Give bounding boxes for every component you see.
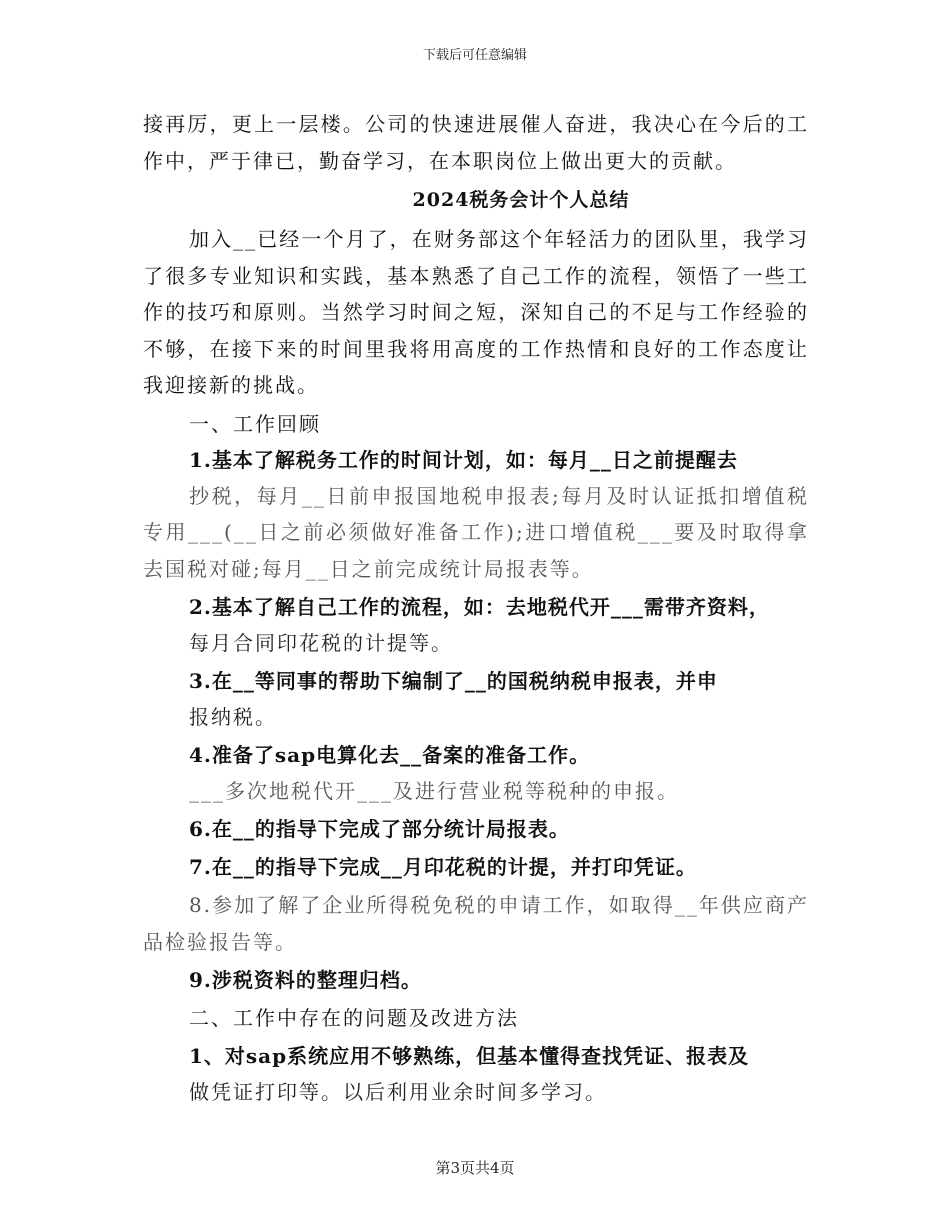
item-2-heading: 2.基本了解自己工作的流程，如：去地税代开___需带齐资料， (189, 595, 770, 619)
page-footer: 第3页共4页 (435, 1159, 515, 1177)
item-5-body: ___多次地税代开___及进行营业税等税种的申报。 (189, 779, 679, 803)
document-title: 2024税务会计个人总结 (412, 189, 630, 211)
item-1-body: 抄税，每月__日前申报国地税申报表;每月及时认证抵扣增值税专用___(__日之前必须做好准备工作);进口增值税___要及时取得拿去国税对碰;每月__日之前完成统计局报表等。 (143, 483, 809, 581)
item-8-paragraph: 8.参加了解了企业所得税免税的申请工作，如取得__年供应商产品检验报告等。 (143, 893, 809, 954)
item-3-body: 报纳税。 (189, 705, 277, 729)
intro-paragraph: 加入__已经一个月了，在财务部这个年轻活力的团队里，我学习了很多专业知识和实践，基本熟悉了自己工作的流程，领悟了一些工作的技巧和原则。当然学习时间之短，深知自己的不足与工作经验的不够，在接下来的时间里我将用高度的工作热情和良好的工作态度让我迎接新的挑战。 (143, 227, 809, 397)
section2-item-1-body: 做凭证打印等。以后利用业余时间多学习。 (189, 1080, 607, 1104)
page-header: 下载后可任意编辑 (422, 48, 527, 63)
section-heading-problems: 二、工作中存在的问题及改进方法 (189, 1006, 519, 1030)
item-9-heading: 9.涉税资料的整理归档。 (189, 968, 422, 992)
section-heading-review: 一、工作回顾 (189, 411, 321, 436)
item-7-heading: 7.在__的指导下完成__月印花税的计提，并打印凭证。 (189, 855, 697, 879)
item-4-heading: 4.准备了sap电算化去__备案的准备工作。 (189, 743, 591, 767)
item-3-heading: 3.在__等同事的帮助下编制了__的国税纳税申报表，并申 (189, 669, 718, 693)
item-1-heading: 1.基本了解税务工作的时间计划，如：每月__日之前提醒去 (189, 447, 738, 472)
section2-item-1-heading: 1、对sap系统应用不够熟练，但基本懂得查找凭证、报表及 (189, 1044, 750, 1068)
intro-tail-paragraph: 接再厉，更上一层楼。公司的快速进展催人奋进，我决心在今后的工作中，严于律已，勤奋学习，在本职岗位上做出更大的贡献。 (143, 112, 809, 173)
item-6-heading: 6.在__的指导下完成了部分统计局报表。 (189, 817, 570, 841)
document-body (143, 106, 809, 1110)
item-2-body: 每月合同印花税的计提等。 (189, 631, 453, 655)
